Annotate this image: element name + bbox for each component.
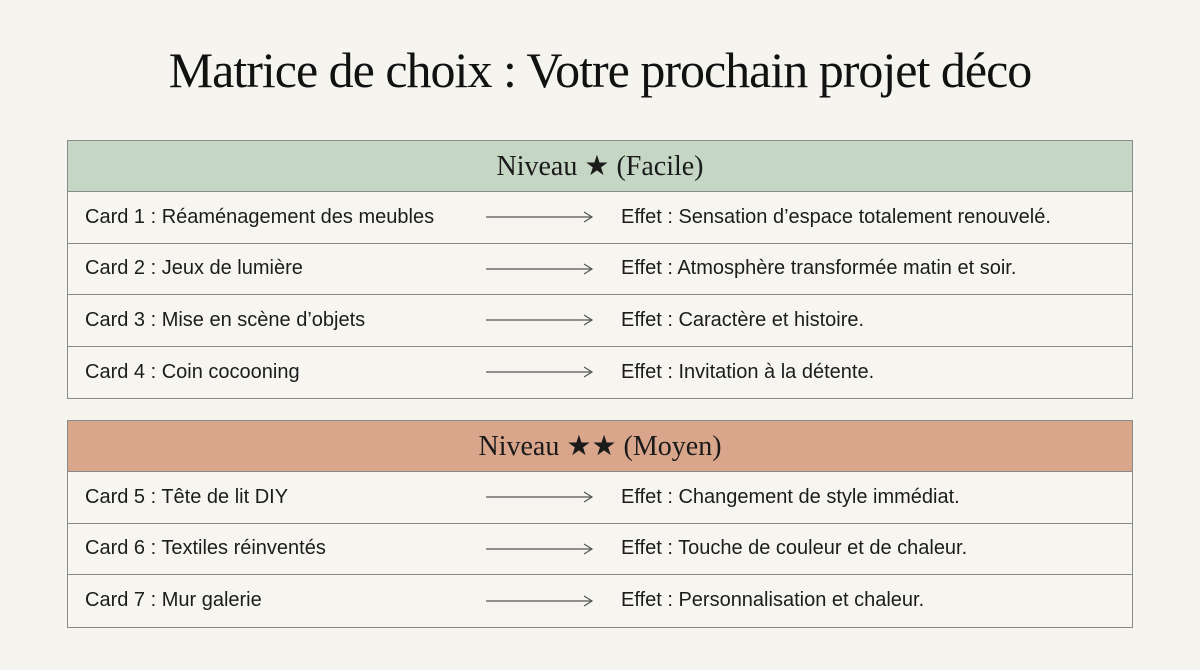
table-row xyxy=(68,192,1132,244)
card-label: Card 3 : Mise en scène d’objets xyxy=(85,308,366,331)
arrow-right-icon xyxy=(470,491,620,503)
level-heading: Niveau ★ (Facile) xyxy=(68,141,1132,192)
table-row xyxy=(68,472,1132,524)
arrow-right-icon xyxy=(470,543,620,555)
level-heading: Niveau ★★ (Moyen) xyxy=(68,421,1132,472)
card-label: Card 1 : Réaménagement des meubles xyxy=(85,205,435,228)
table-row xyxy=(68,244,1132,296)
card-label: Card 5 : Tête de lit DIY xyxy=(85,485,289,508)
card-label: Card 7 : Mur galerie xyxy=(85,589,262,612)
table-row xyxy=(68,575,1132,627)
arrow-right-icon xyxy=(470,263,620,275)
level-easy-table xyxy=(67,140,1133,399)
effect-text: Effet : Changement de style immédiat. xyxy=(621,485,960,508)
card-label: Card 4 : Coin cocooning xyxy=(85,360,300,383)
arrow-right-icon xyxy=(470,366,620,378)
table-row xyxy=(68,524,1132,576)
effect-text: Effet : Invitation à la détente. xyxy=(621,360,875,383)
effect-text: Effet : Touche de couleur et de chaleur. xyxy=(621,537,968,560)
arrow-right-icon xyxy=(470,595,620,607)
table-row xyxy=(68,347,1132,399)
effect-text: Effet : Personnalisation et chaleur. xyxy=(621,589,925,612)
table-row xyxy=(68,295,1132,347)
effect-text: Effet : Sensation d’espace totalement renouvelé. xyxy=(621,205,1051,228)
effect-text: Effet : Atmosphère transformée matin et soir. xyxy=(621,257,1017,280)
effect-text: Effet : Caractère et histoire. xyxy=(621,308,865,331)
arrow-right-icon xyxy=(470,211,620,223)
level-medium-table xyxy=(67,420,1133,628)
card-label: Card 2 : Jeux de lumière xyxy=(85,257,303,280)
card-label: Card 6 : Textiles réinventés xyxy=(85,537,326,560)
arrow-right-icon xyxy=(470,314,620,326)
page-title: Matrice de choix : Votre prochain projet déco xyxy=(168,42,1032,98)
